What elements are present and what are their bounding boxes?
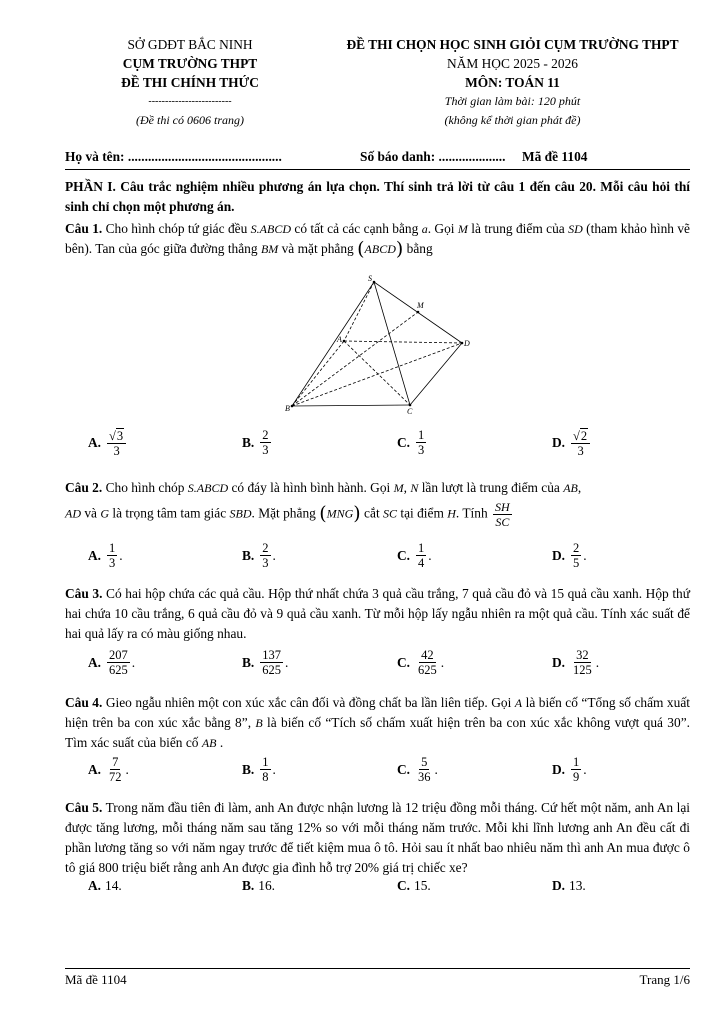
q5-option-b[interactable]: B. 16. xyxy=(242,878,276,893)
question-4: Câu 4. Gieo ngẫu nhiên một con xúc xắc cân đối và đồng chất ba lần liên tiếp. Gọi A là biến cố “Tổng số chấm xuất hiện trên ba con xúc xắc bằng 8”, B là biến cố “Tích số chấm xuất hiện trên ba con xúc xắc không vượt quá 30”. Tìm xác suất của biến cố AB . xyxy=(65,695,690,750)
label-s: S xyxy=(368,274,372,283)
edge-sb xyxy=(292,282,374,406)
page-number: Trang 1/6 xyxy=(639,972,690,987)
official-exam-label: ĐỀ THI CHÍNH THỨC xyxy=(121,75,259,90)
q5-option-d[interactable]: D. 13. xyxy=(552,878,586,893)
question-label: Câu 1. xyxy=(65,221,103,236)
page-count-note: (Đề thi có 0606 trang) xyxy=(136,113,244,127)
edge-ad xyxy=(344,341,462,343)
exam-code: Mã đề 1104 xyxy=(522,149,588,164)
q2-option-a[interactable]: A. $\frac{1}{3}$ . xyxy=(88,541,123,570)
edge-cd xyxy=(410,343,462,405)
q1-option-d[interactable]: D. √ 2 3 xyxy=(552,428,592,458)
q2-option-b[interactable]: B. $\frac{2}{3}$ . xyxy=(242,541,276,570)
edge-ac xyxy=(344,341,410,405)
ratio-sh-sc: $\frac{SH}{SC}$ xyxy=(495,500,510,529)
department-name: SỞ GDĐT BẮC NINH xyxy=(127,37,253,52)
edge-sa xyxy=(344,282,374,341)
candidate-name-field: Họ và tên: .............................................. xyxy=(65,149,282,164)
time-note: (không kể thời gian phát đề) xyxy=(444,113,581,127)
footer-rule xyxy=(65,968,690,969)
q3-option-d[interactable]: D. $\frac{32}{125}$ . xyxy=(552,648,600,677)
label-a: A xyxy=(337,335,342,344)
exam-title: ĐỀ THI CHỌN HỌC SINH GIỎI CỤM TRƯỜNG THPT xyxy=(346,37,679,52)
school-cluster: CỤM TRƯỜNG THPT xyxy=(122,56,258,71)
question-1: Câu 1. Cho hình chóp tứ giác đều S.ABCD có tất cả các cạnh bằng a. Gọi M là trung điểm của SD (tham khảo hình vẽ bên). Tan của góc giữa đường thẳng BM và mặt phẳng (ABCD) bằng xyxy=(65,221,690,260)
q4-option-c[interactable]: C. $\frac{5}{36}$ . xyxy=(397,755,438,784)
subject: MÔN: TOÁN 11 xyxy=(465,75,560,90)
q3-option-c[interactable]: C. $\frac{42}{625}$ . xyxy=(397,648,445,677)
q4-option-a[interactable]: A. $\frac{7}{72}$ . xyxy=(88,755,129,784)
exam-header xyxy=(320,35,705,130)
label-b: B xyxy=(285,404,290,413)
school-year: NĂM HỌC 2025 - 2026 xyxy=(447,56,578,71)
edge-sc xyxy=(374,282,410,405)
q3-option-a[interactable]: A. $\frac{207}{625}$ . xyxy=(88,648,136,677)
q1-option-c[interactable]: C. $\frac{1}{3}$ xyxy=(397,428,425,457)
q5-option-a[interactable]: A. 14. xyxy=(88,878,122,893)
header-rule xyxy=(65,169,690,170)
segment-bm xyxy=(292,312,418,406)
footer-exam-code: Mã đề 1104 xyxy=(65,972,127,987)
question-label: Câu 5. xyxy=(65,800,103,815)
q4-option-b[interactable]: B. $\frac{1}{8}$ . xyxy=(242,755,276,784)
q2-option-c[interactable]: C. $\frac{1}{4}$ . xyxy=(397,541,432,570)
label-m: M xyxy=(417,301,424,310)
section-title: PHẦN I. Câu trắc nghiệm nhiều phương án lựa chọn. Thí sinh trả lời từ câu 1 đến câu 20. Mỗi câu hỏi thí sinh chỉ chọn một phương án. xyxy=(65,179,690,214)
label-d: D xyxy=(464,339,470,348)
q5-option-c[interactable]: C. 15. xyxy=(397,878,431,893)
q1-option-a[interactable]: A. √ 3 3 xyxy=(88,428,128,458)
q3-option-b[interactable]: B. $\frac{137}{625}$ . xyxy=(242,648,289,677)
candidate-number-field: Số báo danh: .................... xyxy=(360,149,506,164)
q2-option-d[interactable]: D. $\frac{2}{5}$ . xyxy=(552,541,587,570)
pyramid-figure xyxy=(282,272,482,418)
q4-option-d[interactable]: D. $\frac{1}{9}$ . xyxy=(552,755,587,784)
question-label: Câu 3. xyxy=(65,586,103,601)
school-header xyxy=(65,35,315,130)
label-c: C xyxy=(407,407,413,416)
question-2: Câu 2. Cho hình chóp S.ABCD có đáy là hình bình hành. Gọi M, N lần lượt là trung điểm của AB, AD và G là trọng tâm tam giác SBD. Mặt phẳng (MNG) cắt SC tại điểm H. Tính $\frac{SH}{SC}$ xyxy=(65,480,582,529)
question-5: Câu 5. Trong năm đầu tiên đi làm, anh An được nhận lương là 12 triệu đồng mỗi tháng. Cứ hết một năm, anh An lại được tăng lương, mỗi tháng năm sau tăng 12% so với mỗi tháng năm trước. Mỗi khi lĩnh lương anh An đều cất đi phần lương tăng so với năm ngay trước để tiết kiệm mua ô tô. Hỏi sau ít nhất bao nhiêu năm thì anh An mua được ô tô giá 800 triệu biết rằng anh An được gia đình hỗ trợ 20% giá trị chiếc xe? xyxy=(65,800,690,875)
q1-option-b[interactable]: B. $\frac{2}{3}$ xyxy=(242,428,269,457)
time-allowed: Thời gian làm bài: 120 phút xyxy=(444,94,581,108)
question-3: Câu 3. Có hai hộp chứa các quả cầu. Hộp thứ nhất chứa 3 quả cầu trắng, 7 quả cầu đỏ và 15 quả cầu xanh. Hộp thứ hai chứa 10 cầu trắng, 6 quả cầu đỏ và 9 quả cầu xanh. Từ mỗi hộp lấy ngẫu nhiên ra một quả cầu. Tính xác suất để hai quả lấy ra có màu giống nhau. xyxy=(65,586,690,641)
edge-bc xyxy=(292,405,410,406)
question-label: Câu 2. xyxy=(65,480,103,495)
header-divider: ------------------------- xyxy=(148,96,232,107)
question-label: Câu 4. xyxy=(65,695,103,710)
